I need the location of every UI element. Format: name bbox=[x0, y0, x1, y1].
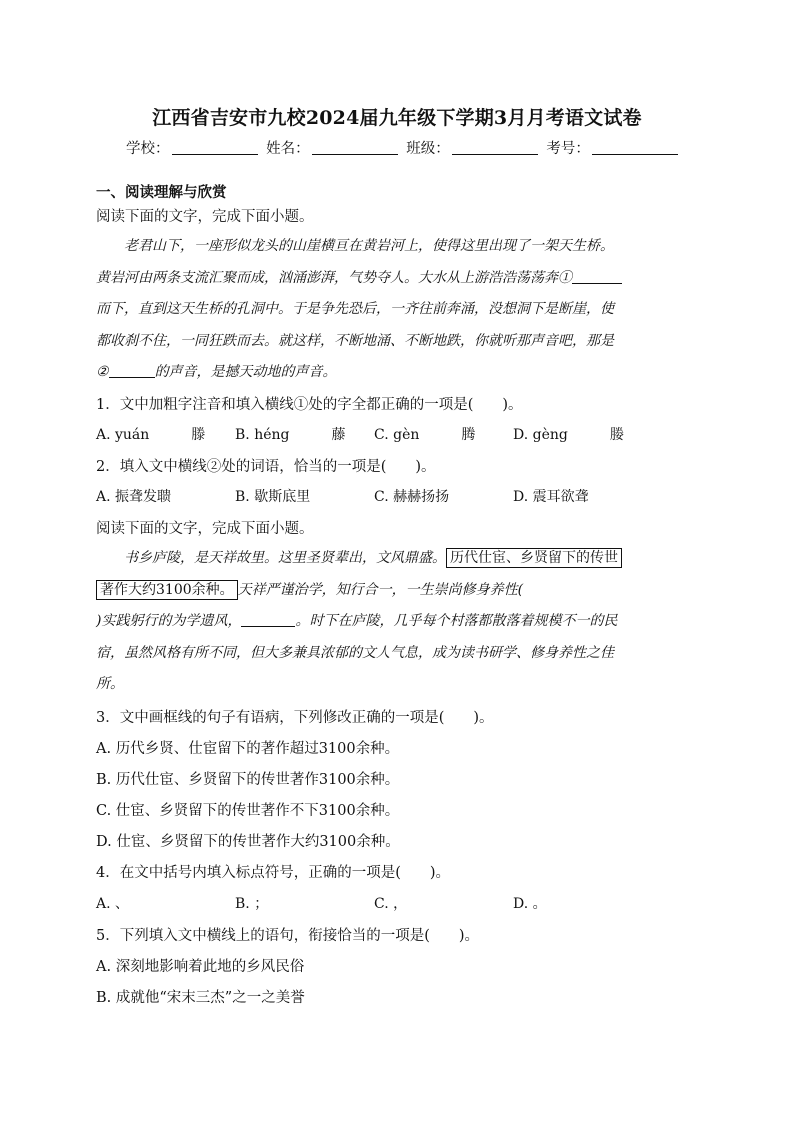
passage-2-text: 。时下在庐陵，几乎每个村落都散落着规模不一的民 bbox=[295, 613, 618, 629]
reading-intro-1: 阅读下面的文字，完成下面小题。 bbox=[96, 209, 314, 225]
question-4-options bbox=[96, 893, 547, 913]
option[interactable]: B. ； bbox=[235, 896, 269, 912]
number-blank[interactable] bbox=[592, 140, 678, 155]
passage-2-line-3 bbox=[96, 606, 700, 638]
option[interactable]: C. 仕宦、乡贤留下的传世著作不下3100余种。 bbox=[96, 803, 400, 819]
option[interactable]: D. 仕宦、乡贤留下的传世著作大约3100余种。 bbox=[96, 834, 400, 850]
passage-1-text: 黄岩河由两条支流汇聚而成，汹涌澎湃，气势夺人。大水从上游浩浩荡荡奔① bbox=[96, 269, 572, 286]
passage-1-line-1: 老君山下，一座形似龙头的山崖横亘在黄岩河上，使得这里出现了一架天生桥。 bbox=[124, 238, 614, 254]
option[interactable]: D. gèng 媵 bbox=[513, 427, 624, 443]
option[interactable]: B. 歇斯底里 bbox=[235, 489, 311, 505]
passage-1-line-4: 都收刹不住，一同狂跌而去。就这样，不断地涌、不断地跌，你就听那声音吧，那是 bbox=[96, 332, 614, 349]
question-3: 3．文中画框线的句子有语病，下列修改正确的一项是( )。 bbox=[96, 710, 494, 726]
boxed-sentence-part-2: 著作大约3100余种。 bbox=[96, 580, 238, 600]
option[interactable]: C. ， bbox=[374, 896, 408, 912]
reading-intro-2: 阅读下面的文字，完成下面小题。 bbox=[96, 521, 314, 537]
name-label: 姓名： bbox=[266, 141, 310, 157]
option[interactable]: A. 、 bbox=[96, 896, 130, 912]
blank-3[interactable] bbox=[241, 612, 295, 627]
option[interactable]: C. 赫赫扬扬 bbox=[374, 489, 450, 505]
passage-2-line-1 bbox=[96, 543, 700, 575]
passage-2-text: 书乡庐陵，是天祥故里。这里圣贤辈出，文风鼎盛。 bbox=[124, 550, 446, 566]
exam-title: 江西省吉安市九校2024届九年级下学期3月月考语文试卷 bbox=[152, 107, 642, 129]
passage-1 bbox=[96, 231, 700, 389]
option[interactable]: B. héng 藤 bbox=[235, 427, 346, 443]
boxed-sentence-part-1: 历代仕宦、乡贤留下的传世 bbox=[446, 548, 622, 568]
class-blank[interactable] bbox=[452, 140, 538, 155]
passage-2 bbox=[96, 543, 700, 701]
passage-2-line-5: 所。 bbox=[96, 676, 124, 692]
student-info-line bbox=[126, 137, 682, 158]
question-5: 5．下列填入文中横线上的语句，衔接恰当的一项是( )。 bbox=[96, 928, 480, 944]
option[interactable]: B. 历代仕宦、乡贤留下的传世著作3100余种。 bbox=[96, 772, 400, 788]
option[interactable]: C. gèn 腾 bbox=[374, 427, 476, 443]
option[interactable]: A. 历代乡贤、仕宦留下的著作超过3100余种。 bbox=[96, 741, 400, 757]
option[interactable]: D. 。 bbox=[513, 896, 547, 912]
blank-1[interactable] bbox=[572, 269, 622, 284]
school-blank[interactable] bbox=[172, 140, 258, 155]
question-2: 2．填入文中横线②处的词语，恰当的一项是( )。 bbox=[96, 459, 436, 475]
question-1-options bbox=[96, 424, 624, 444]
passage-2-line-4: 宿，虽然风格有所不同，但大多兼具浓郁的文人气息，成为读书研学、修身养性之佳 bbox=[96, 644, 614, 661]
question-1: 1．文中加粗字注音和填入横线①处的字全都正确的一项是( )。 bbox=[96, 397, 523, 413]
blank-2[interactable] bbox=[109, 363, 155, 378]
option[interactable]: A. 振聋发聩 bbox=[96, 489, 172, 505]
passage-1-line-5 bbox=[96, 357, 700, 389]
class-label: 班级： bbox=[406, 141, 450, 157]
school-label: 学校： bbox=[126, 141, 170, 157]
section-heading: 一、阅读理解与欣赏 bbox=[96, 184, 227, 201]
option[interactable]: D. 震耳欲聋 bbox=[513, 489, 589, 505]
name-blank[interactable] bbox=[312, 140, 398, 155]
passage-2-text: )实践躬行的为学遗风， bbox=[96, 613, 242, 629]
option[interactable]: A. yuán 滕 bbox=[96, 427, 206, 443]
option[interactable]: B. 成就他“宋末三杰”之一之美誉 bbox=[96, 990, 305, 1006]
passage-2-text: 天祥严谨治学，知行合一，一生崇尚修身养性( bbox=[237, 581, 524, 598]
passage-2-line-2 bbox=[96, 575, 700, 607]
option[interactable]: A. 深刻地影响着此地的乡风民俗 bbox=[96, 959, 305, 975]
number-label: 考号： bbox=[546, 141, 590, 157]
question-2-options bbox=[96, 486, 589, 506]
passage-1-text: ② bbox=[96, 364, 109, 380]
passage-1-line-2 bbox=[96, 263, 700, 295]
passage-1-line-3: 而下，直到这天生桥的孔洞中。于是争先恐后，一齐往前奔涌，没想洞下是断崖，使 bbox=[96, 301, 614, 317]
passage-1-text: 的声音，是撼天动地的声音。 bbox=[154, 364, 337, 380]
question-4: 4．在文中括号内填入标点符号，正确的一项是( )。 bbox=[96, 865, 451, 881]
